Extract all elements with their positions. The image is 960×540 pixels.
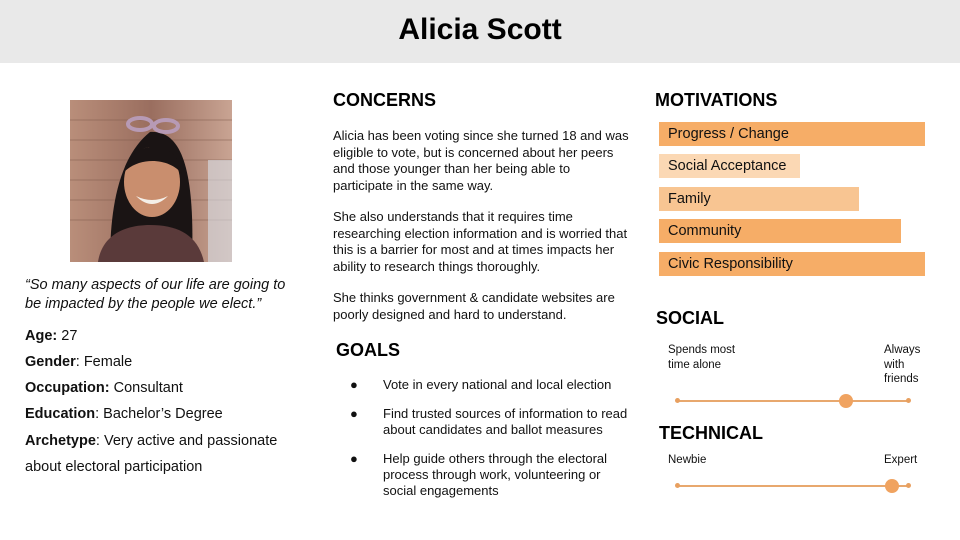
- fact-archetype-value: : Very active and passionate about electoral participation: [25, 433, 278, 475]
- fact-gender-label: Gender: [25, 354, 76, 370]
- concerns-paragraph-1: Alicia has been voting since she turned 18 and was eligible to vote, but is concerned about her peers and those younger than her being able to participate in the same way.: [333, 128, 629, 193]
- page-title: Alicia Scott: [398, 13, 562, 46]
- fact-age: [25, 323, 315, 349]
- fact-education: [25, 401, 315, 427]
- fact-archetype-label: Archetype: [25, 433, 96, 449]
- fact-gender: [25, 349, 315, 375]
- persona-quote: “So many aspects of our life are going to be impacted by the people we elect.”: [25, 277, 286, 312]
- bullet-icon: ●: [350, 406, 358, 421]
- fact-archetype: [25, 428, 315, 480]
- bullet-icon: ●: [350, 377, 358, 392]
- social-right-label: Always with friends: [884, 344, 921, 385]
- fact-occupation-value: Consultant: [109, 380, 183, 396]
- fact-occupation: [25, 375, 315, 401]
- technical-left-label: Newbie: [668, 454, 707, 466]
- goals-list: [350, 377, 630, 512]
- technical-scale-knob: [885, 479, 899, 493]
- goal-item: [350, 406, 630, 438]
- goal-item: [350, 377, 630, 393]
- technical-heading: TECHNICAL: [659, 423, 763, 443]
- persona-photo: [70, 100, 232, 262]
- goal-item: [350, 451, 630, 499]
- fact-age-label: Age:: [25, 328, 58, 344]
- bullet-icon: ●: [350, 451, 358, 466]
- social-scale-knob: [839, 394, 853, 408]
- motivations-heading: MOTIVATIONS: [655, 90, 778, 110]
- motivation-bar: Progress / Change: [659, 122, 925, 146]
- social-scale-end: [906, 398, 911, 403]
- motivation-bar: Social Acceptance: [659, 154, 800, 178]
- goals-heading: GOALS: [336, 340, 401, 360]
- goal-text: Find trusted sources of information to read about candidates and ballot measures: [383, 406, 628, 437]
- technical-scale-track: [677, 485, 908, 487]
- concerns-paragraph-2: She also understands that it requires time researching election information and is worried that this is a barrier for most and at times impacts her ability to research things thoroughly.: [333, 209, 628, 274]
- goal-text: Help guide others through the electoral process through work, volunteering or social engagements: [383, 451, 608, 498]
- goal-text: Vote in every national and local election: [383, 377, 612, 392]
- social-scale-track: [677, 400, 908, 402]
- concerns-paragraph-3: She thinks government & candidate websites are poorly designed and hard to understand.: [333, 290, 615, 322]
- motivation-bar: Family: [659, 187, 859, 211]
- fact-education-label: Education: [25, 406, 96, 422]
- concerns-heading: CONCERNS: [333, 90, 437, 110]
- social-heading: SOCIAL: [656, 308, 725, 328]
- social-left-label: Spends most time alone: [668, 344, 736, 371]
- fact-education-value: : Bachelor’s Degree: [95, 406, 223, 422]
- technical-right-label: Expert: [884, 454, 918, 466]
- fact-occupation-label: Occupation:: [25, 380, 110, 396]
- fact-age-value: 27: [57, 328, 78, 344]
- technical-scale-start: [675, 483, 680, 488]
- motivation-bar: Civic Responsibility: [659, 252, 925, 276]
- social-scale-start: [675, 398, 680, 403]
- fact-gender-value: : Female: [75, 354, 133, 370]
- technical-scale-end: [906, 483, 911, 488]
- motivation-bar: Community: [659, 219, 901, 243]
